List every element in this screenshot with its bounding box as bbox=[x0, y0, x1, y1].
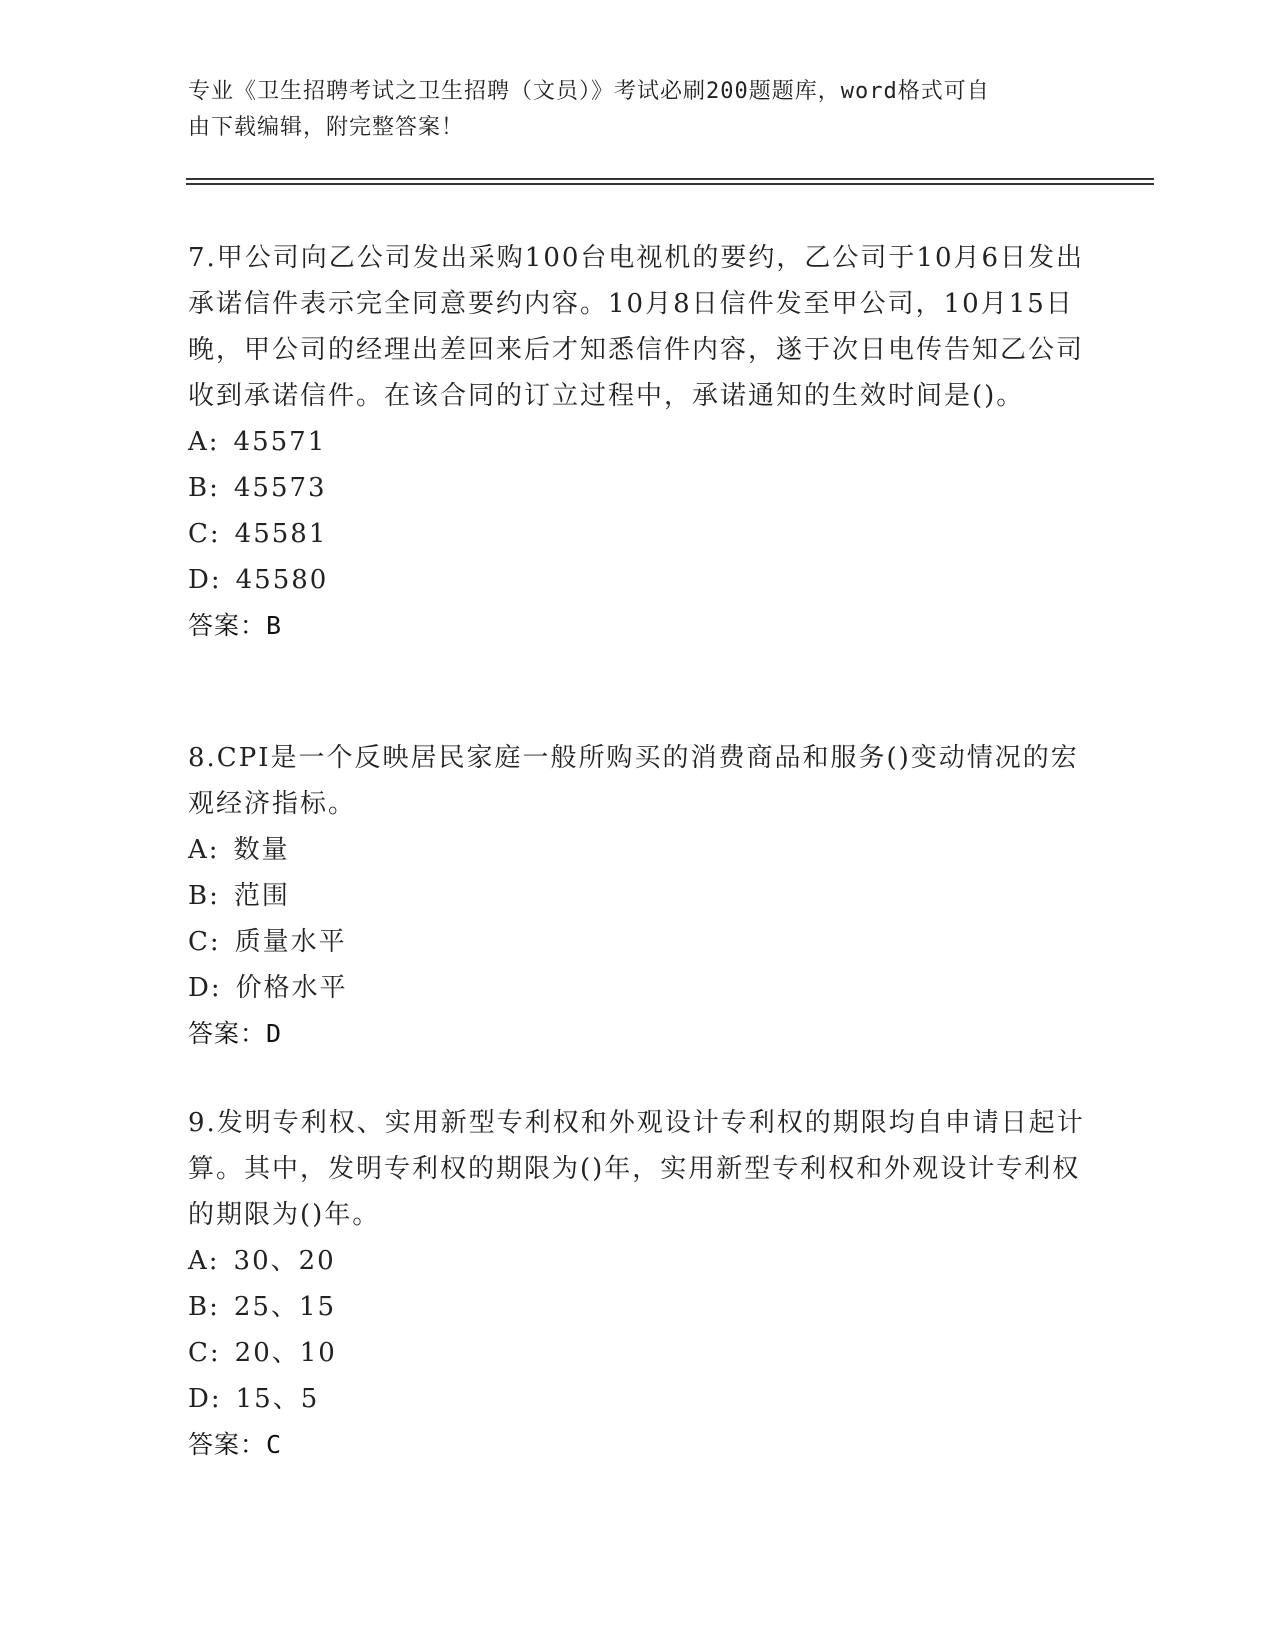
header-line-2: 由下载编辑，附完整答案！ bbox=[188, 115, 465, 140]
header-divider-bottom bbox=[186, 183, 1154, 185]
option-text: 数量 bbox=[233, 835, 290, 865]
option-b bbox=[188, 465, 1088, 511]
option-b bbox=[188, 873, 1088, 919]
option-c bbox=[188, 919, 1088, 965]
option-letter: A: bbox=[188, 835, 220, 865]
option-letter: B: bbox=[188, 473, 220, 503]
option-d bbox=[188, 1376, 1088, 1422]
option-letter: D: bbox=[188, 565, 222, 595]
option-c bbox=[188, 511, 1088, 557]
option-d bbox=[188, 557, 1088, 603]
header-divider-top bbox=[186, 178, 1154, 180]
option-letter: C: bbox=[188, 519, 221, 549]
question-9 bbox=[188, 1100, 1088, 1468]
answer-line: 答案：D bbox=[188, 1019, 283, 1048]
option-letter: A: bbox=[188, 1246, 220, 1276]
option-letter: C: bbox=[188, 1338, 221, 1368]
question-stem: 9.发明专利权、实用新型专利权和外观设计专利权的期限均自申请日起计算。其中，发明专利权的期限为()年，实用新型专利权和外观设计专利权的期限为()年。 bbox=[188, 1108, 1085, 1230]
answer-line: 答案：C bbox=[188, 1430, 283, 1459]
document-header bbox=[188, 74, 1078, 146]
question-7 bbox=[188, 235, 1088, 649]
question-stem: 7.甲公司向乙公司发出采购100台电视机的要约，乙公司于10月6日发出承诺信件表示完全同意要约内容。10月8日信件发至甲公司，10月15日晚，甲公司的经理出差回来后才知悉信件内容，遂于次日电传告知乙公司收到承诺信件。在该合同的订立过程中，承诺通知的生效时间是()。 bbox=[188, 243, 1085, 411]
option-text: 质量水平 bbox=[234, 927, 347, 957]
option-d bbox=[188, 965, 1088, 1011]
option-letter: D: bbox=[188, 1384, 222, 1414]
header-line-1: 专业《卫生招聘考试之卫生招聘（文员）》考试必刷200题题库，word格式可自 bbox=[188, 79, 990, 104]
option-text: 价格水平 bbox=[235, 973, 348, 1003]
option-c bbox=[188, 1330, 1088, 1376]
option-letter: B: bbox=[188, 1292, 220, 1322]
question-8 bbox=[188, 735, 1088, 1057]
option-a bbox=[188, 827, 1088, 873]
answer-line: 答案：B bbox=[188, 611, 283, 640]
option-a bbox=[188, 1238, 1088, 1284]
option-letter: D: bbox=[188, 973, 222, 1003]
option-b bbox=[188, 1284, 1088, 1330]
option-text: 15、5 bbox=[235, 1384, 320, 1414]
option-text: 30、20 bbox=[233, 1246, 336, 1276]
option-text: 25、15 bbox=[233, 1292, 337, 1322]
option-text: 45580 bbox=[235, 565, 329, 595]
option-a bbox=[188, 419, 1088, 465]
option-text: 45573 bbox=[233, 473, 327, 503]
option-text: 20、10 bbox=[234, 1338, 337, 1368]
option-letter: C: bbox=[188, 927, 221, 957]
option-letter: A: bbox=[188, 427, 220, 457]
option-text: 45581 bbox=[234, 519, 328, 549]
question-stem: 8.CPI是一个反映居民家庭一般所购买的消费商品和服务()变动情况的宏观经济指标。 bbox=[188, 743, 1079, 819]
option-text: 范围 bbox=[233, 881, 290, 911]
option-letter: B: bbox=[188, 881, 220, 911]
option-text: 45571 bbox=[233, 427, 327, 457]
